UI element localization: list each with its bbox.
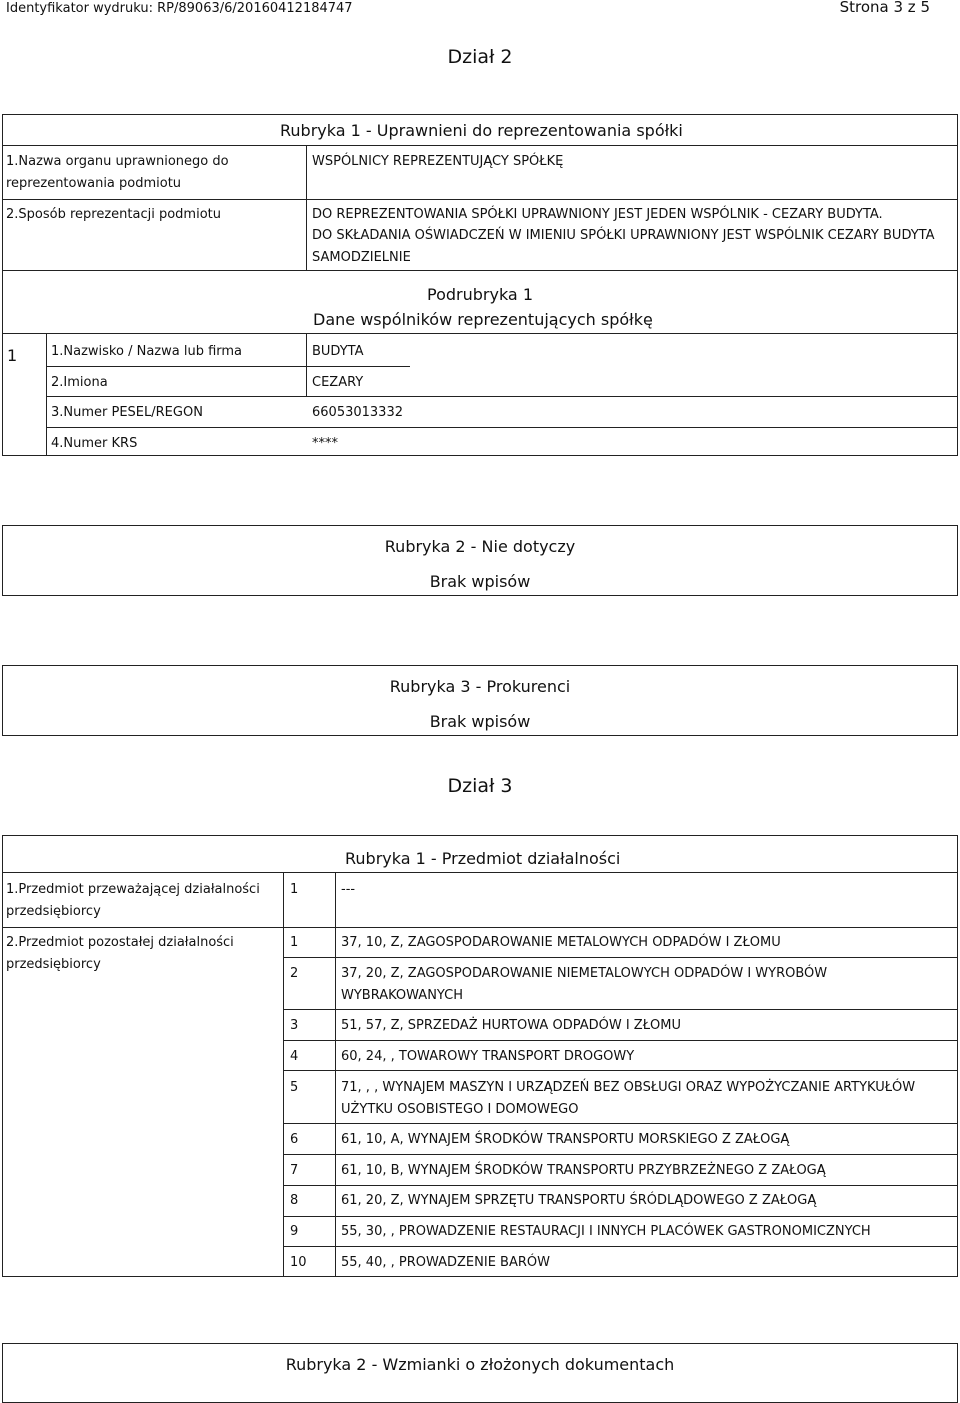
activity-value: 55, 30, , PROWADZENIE RESTAURACJI I INNYCH PLACÓWEK GASTRONOMICZNYCH [341, 1224, 871, 1239]
field-label-przewazajaca-line-2: przedsiębiorcy [6, 904, 101, 919]
field-label-pozostala-line-2: przedsiębiorcy [6, 957, 101, 972]
activity-number: 1 [290, 935, 299, 950]
field-label-krs: 4.Numer KRS [51, 436, 138, 451]
activity-number: 2 [290, 966, 299, 981]
section-title-dzial-2: Dział 2 [447, 46, 513, 68]
field-value-nazwisko: BUDYTA [312, 344, 364, 359]
activity-number: 8 [290, 1193, 299, 1208]
field-label-organ-line-2: reprezentowania podmiotu [6, 176, 182, 191]
activity-value: 55, 40, , PROWADZENIE BARÓW [341, 1255, 550, 1270]
activity-value-continued: UŻYTKU OSOBISTEGO I DOMOWEGO [341, 1102, 579, 1117]
section-title-dzial-3: Dział 3 [447, 775, 513, 797]
activity-number: 4 [290, 1049, 299, 1064]
rubryka-przedmiot-title: Rubryka 1 - Przedmiot działalności [345, 849, 621, 868]
field-label-pesel: 3.Numer PESEL/REGON [51, 405, 203, 420]
entry-number: 1 [7, 346, 18, 365]
podrubryka-subtitle: Dane wspólników reprezentujących spółkę [313, 310, 653, 329]
rubryka-2-title: Rubryka 2 - Nie dotyczy [384, 537, 576, 556]
activity-value: 37, 20, Z, ZAGOSPODAROWANIE NIEMETALOWYCH ODPADÓW I WYROBÓW [341, 966, 828, 981]
field-label-nazwisko: 1.Nazwisko / Nazwa lub firma [51, 344, 243, 359]
field-label-przewazajaca-line-1: 1.Przedmiot przeważającej działalności [6, 882, 260, 897]
rubryka-2-empty: Brak wpisów [429, 572, 531, 591]
field-value-organ: WSPÓLNICY REPREZENTUJĄCY SPÓŁKĘ [312, 154, 564, 169]
field-value-krs: **** [312, 436, 338, 451]
activity-value: 61, 10, A, WYNAJEM ŚRODKÓW TRANSPORTU MORSKIEGO Z ZAŁOGĄ [341, 1132, 790, 1147]
field-value-pesel: 66053013332 [312, 405, 403, 420]
rubryka-1-title: Rubryka 1 - Uprawnieni do reprezentowania spółki [280, 121, 683, 140]
activity-number: 6 [290, 1132, 299, 1147]
activity-number: 7 [290, 1163, 299, 1178]
activity-number: 10 [290, 1255, 307, 1270]
activity-number: 5 [290, 1080, 299, 1095]
podrubryka-title: Podrubryka 1 [427, 285, 533, 304]
activity-value: 51, 57, Z, SPRZEDAŻ HURTOWA ODPADÓW I ZŁOMU [341, 1018, 681, 1033]
field-label-imiona: 2.Imiona [51, 375, 108, 390]
field-label-organ-line-1: 1.Nazwa organu uprawnionego do [6, 154, 229, 169]
page-number: Strona 3 z 5 [839, 0, 930, 16]
main-activity-value: --- [341, 882, 356, 897]
rubryka-wzmianki-title: Rubryka 2 - Wzmianki o złożonych dokumentach [285, 1355, 675, 1374]
activity-value: 61, 20, Z, WYNAJEM SPRZĘTU TRANSPORTU ŚRÓDLĄDOWEGO Z ZAŁOGĄ [341, 1193, 817, 1208]
activity-value: 37, 10, Z, ZAGOSPODAROWANIE METALOWYCH ODPADÓW I ZŁOMU [341, 935, 781, 950]
activity-value: 61, 10, B, WYNAJEM ŚRODKÓW TRANSPORTU PRZYBRZEŻNEGO Z ZAŁOGĄ [341, 1163, 826, 1178]
rubryka-3-empty: Brak wpisów [429, 712, 531, 731]
activity-value: 71, , , WYNAJEM MASZYN I URZĄDZEŃ BEZ OBSŁUGI ORAZ WYPOŻYCZANIE ARTYKUŁÓW [341, 1080, 916, 1095]
field-value-imiona: CEZARY [312, 375, 364, 390]
field-value-sposob-line-3: SAMODZIELNIE [312, 250, 411, 265]
field-label-pozostala-line-1: 2.Przedmiot pozostałej działalności [6, 935, 234, 950]
activity-value: 60, 24, , TOWAROWY TRANSPORT DROGOWY [341, 1049, 635, 1064]
main-activity-number: 1 [290, 882, 299, 897]
field-value-sposob-line-2: DO SKŁADANIA OŚWIADCZEŃ W IMIENIU SPÓŁKI UPRAWNIONY JEST WSPÓLNIK CEZARY BUDYTA [312, 228, 935, 243]
field-value-sposob-line-1: DO REPREZENTOWANIA SPÓŁKI UPRAWNIONY JEST JEDEN WSPÓLNIK - CEZARY BUDYTA. [312, 207, 883, 222]
activity-number: 3 [290, 1018, 299, 1033]
activity-value-continued: WYBRAKOWANYCH [341, 988, 464, 1003]
field-label-sposob: 2.Sposób reprezentacji podmiotu [6, 207, 221, 222]
rubryka-3-title: Rubryka 3 - Prokurenci [389, 677, 571, 696]
activity-number: 9 [290, 1224, 299, 1239]
print-identifier: Identyfikator wydruku: RP/89063/6/20160412184747 [6, 1, 353, 16]
